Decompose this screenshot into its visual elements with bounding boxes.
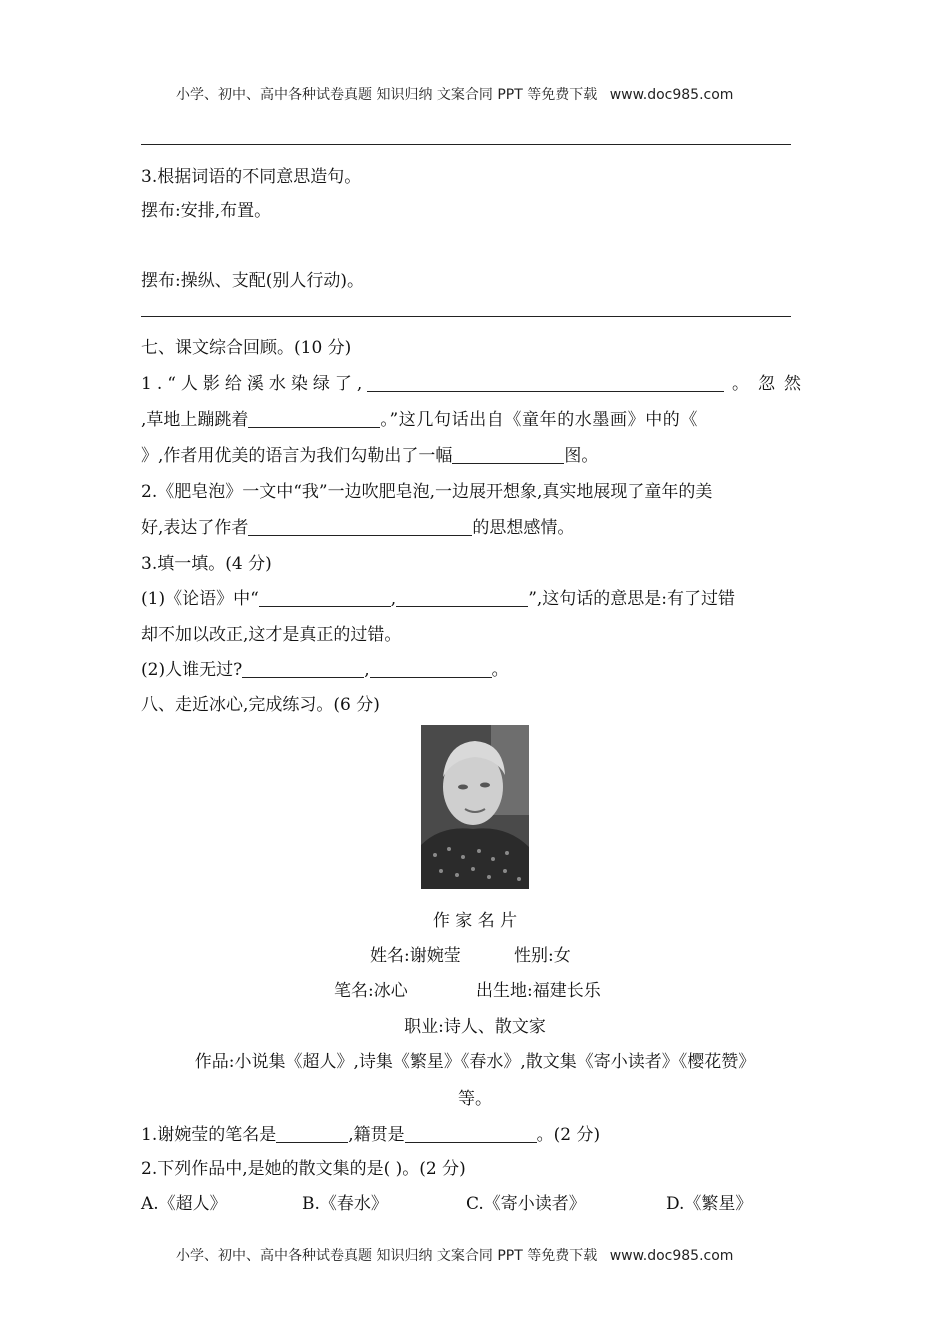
p8-q1-text-b: ,籍贯是 [348, 1125, 405, 1145]
fill-blank[interactable] [405, 1125, 537, 1143]
card-pen-name: 笔名:冰心 [334, 981, 408, 1001]
card-works-line1: 作品:小说集《超人》,诗集《繁星》《春水》,散文集《寄小读者》《樱花赞》 [194, 1052, 756, 1072]
card-birthplace: 出生地:福建长乐 [476, 981, 601, 1001]
p8-q1-text-c: 。(2 分) [536, 1125, 601, 1145]
part6-q3-meaning-b: 摆布:操纵、支配(别人行动)。 [141, 271, 364, 291]
part7-q2-line1: 2.《肥皂泡》一文中“我”一边吹肥皂泡,一边展开想象,真实地展现了童年的美 [141, 482, 713, 502]
q3-1-comma: , [390, 589, 397, 609]
option-d[interactable]: D.《繁星》 [666, 1194, 753, 1214]
part7-q2-line2 [141, 513, 574, 538]
q3-1-text-b: ”,这句话的意思是:有了过错 [528, 589, 736, 609]
option-b[interactable]: B.《春水》 [302, 1194, 388, 1214]
page-header [176, 84, 733, 104]
fill-blank[interactable] [242, 660, 364, 678]
q3-2-text-a: (2)人谁无过? [141, 660, 243, 680]
fill-blank[interactable] [248, 518, 472, 536]
header-text: 小学、初中、高中各种试卷真题 知识归纳 文案合同 PPT 等免费下载 [176, 87, 598, 103]
part7-q1-line3 [141, 441, 598, 466]
fill-blank[interactable] [259, 589, 391, 607]
card-title: 作 家 名 片 [432, 911, 518, 931]
part6-q3-meaning-a: 摆布:安排,布置。 [141, 201, 272, 221]
portrait-image [421, 725, 529, 889]
part7-q1-line1 [141, 369, 810, 394]
part7-title: 七、课文综合回顾。(10 分) [141, 338, 352, 358]
fill-blank[interactable] [248, 410, 380, 428]
part8-q2: 2.下列作品中,是她的散文集的是( )。(2 分) [141, 1159, 466, 1179]
footer-url: www.doc985.com [609, 1248, 734, 1264]
author-portrait [421, 725, 529, 889]
fill-blank[interactable] [452, 446, 564, 464]
card-name: 姓名:谢婉莹 [370, 946, 461, 966]
fill-blank[interactable] [276, 1125, 348, 1143]
option-a[interactable]: A.《超人》 [141, 1194, 227, 1214]
part6-q3-title: 3.根据词语的不同意思造句。 [141, 167, 362, 187]
card-job: 职业:诗人、散文家 [404, 1017, 546, 1037]
q1-text-d: 。”这几句话出自《童年的水墨画》中的《 [380, 410, 698, 430]
part7-q1-line2 [141, 405, 698, 430]
q1-text-c: ,草地上蹦跳着 [141, 410, 249, 430]
q1-text-b: 。忽然 [732, 374, 810, 394]
part8-q1 [141, 1120, 600, 1145]
fill-blank[interactable] [367, 374, 724, 392]
fill-blank[interactable] [396, 589, 528, 607]
fill-blank[interactable] [370, 660, 492, 678]
q3-1-text-a: (1)《论语》中“ [141, 589, 259, 609]
p8-q1-text-a: 1.谢婉莹的笔名是 [141, 1125, 277, 1145]
q1-text-e: 》,作者用优美的语言为我们勾勒出了一幅 [141, 446, 453, 466]
option-c[interactable]: C.《寄小读者》 [466, 1194, 586, 1214]
footer-text: 小学、初中、高中各种试卷真题 知识归纳 文案合同 PPT 等免费下载 [176, 1248, 598, 1264]
card-gender: 性别:女 [514, 946, 571, 966]
answer-line [141, 316, 791, 317]
part7-q3-1-line1 [141, 584, 735, 609]
part8-title: 八、走近冰心,完成练习。(6 分) [141, 695, 380, 715]
page-footer [176, 1245, 733, 1265]
header-url: www.doc985.com [609, 87, 734, 103]
q3-2-period: 。 [491, 660, 509, 680]
q2-text-a: 好,表达了作者 [141, 518, 249, 538]
q3-2-comma: , [364, 660, 370, 680]
answer-line [141, 144, 791, 145]
part7-q3-title: 3.填一填。(4 分) [141, 554, 272, 574]
part7-q3-1-line2: 却不加以改正,这才是真正的过错。 [141, 625, 402, 645]
card-works-line2: 等。 [458, 1089, 492, 1109]
q1-text-f: 图。 [564, 446, 599, 466]
part7-q3-2-line [141, 655, 509, 680]
q2-text-b: 的思想感情。 [472, 518, 575, 538]
q1-text-a: 1.“人影给溪水染绿了, [141, 374, 368, 394]
